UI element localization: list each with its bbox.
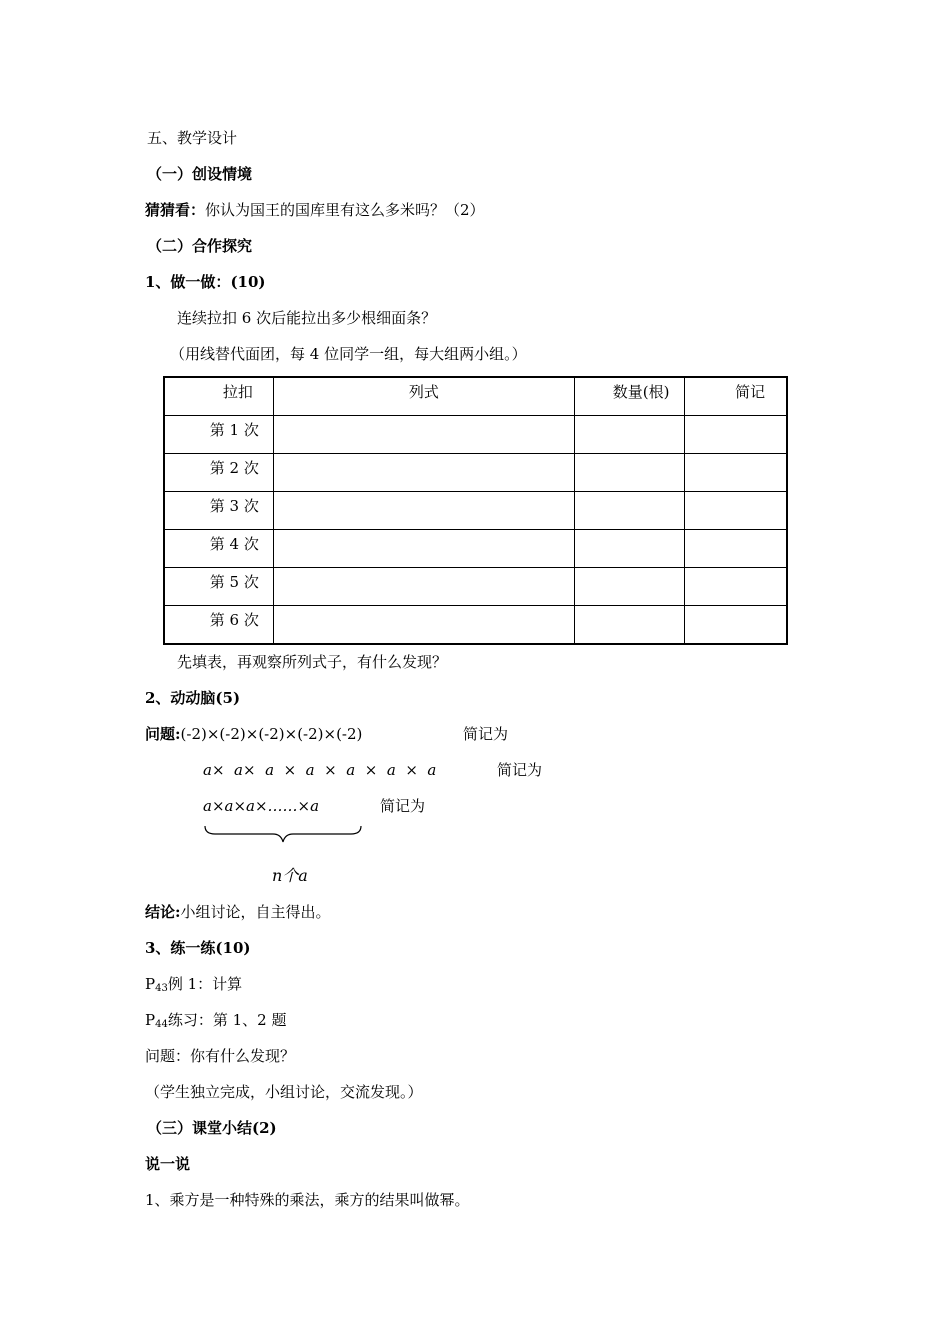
row-label: 第 6 次 bbox=[164, 606, 273, 645]
item3-note: （学生独立完成，小组讨论，交流发现。） bbox=[145, 1083, 423, 1101]
cell bbox=[685, 416, 787, 454]
cell bbox=[685, 454, 787, 492]
cell bbox=[574, 454, 684, 492]
cell bbox=[685, 492, 787, 530]
record-table bbox=[163, 376, 788, 645]
page-ref-p: P bbox=[145, 975, 156, 993]
row-label: 第 3 次 bbox=[164, 492, 273, 530]
page-ref-number: 43 bbox=[155, 983, 168, 994]
guess-text: 你认为国王的国库里有这么多米吗？（2） bbox=[205, 201, 485, 219]
question-label: 问题: bbox=[145, 725, 181, 743]
p43-line bbox=[145, 974, 242, 999]
cell bbox=[574, 416, 684, 454]
after-table-text: 先填表，再观察所列式子，有什么发现？ bbox=[177, 653, 448, 671]
table-row bbox=[164, 606, 787, 645]
page-ref-p: P bbox=[145, 1011, 156, 1029]
p43-text: 例 1：计算 bbox=[167, 975, 243, 993]
cell bbox=[273, 492, 574, 530]
cell bbox=[273, 606, 574, 645]
header-lieshi: 列式 bbox=[273, 377, 574, 416]
item2-title: 2、动动脑(5) bbox=[145, 689, 241, 707]
brace-label: n个a bbox=[272, 866, 308, 885]
summary-1: 1、乘方是一种特殊的乘法，乘方的结果叫做幂。 bbox=[145, 1191, 470, 1209]
expr3: a×a×a×……×a bbox=[203, 797, 320, 815]
section-title: 五、教学设计 bbox=[147, 129, 238, 147]
cell bbox=[574, 530, 684, 568]
table-row bbox=[164, 568, 787, 606]
header-jianji: 简记 bbox=[685, 377, 787, 416]
cell bbox=[685, 568, 787, 606]
underbrace-icon bbox=[203, 824, 363, 846]
table-header-row bbox=[164, 377, 787, 416]
cell bbox=[273, 454, 574, 492]
row-label: 第 4 次 bbox=[164, 530, 273, 568]
question-line bbox=[145, 724, 362, 744]
part2-title: （二）合作探究 bbox=[147, 237, 253, 255]
cell bbox=[574, 568, 684, 606]
conclusion-line bbox=[145, 902, 331, 922]
table-row bbox=[164, 492, 787, 530]
table-row bbox=[164, 530, 787, 568]
cell bbox=[273, 530, 574, 568]
header-lakou: 拉扣 bbox=[164, 377, 273, 416]
cell bbox=[685, 606, 787, 645]
cell bbox=[574, 492, 684, 530]
guess-label: 猜猜看： bbox=[145, 201, 206, 219]
part3-title: （三）课堂小结(2) bbox=[147, 1119, 277, 1137]
conclusion-label: 结论: bbox=[145, 903, 181, 921]
header-shuliang: 数量(根) bbox=[574, 377, 684, 416]
short-label-1: 简记为 bbox=[463, 725, 509, 743]
row-label: 第 1 次 bbox=[164, 416, 273, 454]
row-label: 第 5 次 bbox=[164, 568, 273, 606]
item3-title: 3、练一练(10) bbox=[145, 939, 251, 957]
page-ref-number: 44 bbox=[155, 1019, 168, 1030]
item3-question: 问题：你有什么发现？ bbox=[145, 1047, 296, 1065]
say-title: 说一说 bbox=[145, 1155, 191, 1173]
cell bbox=[574, 606, 684, 645]
item1-question: 连续拉扣 6 次后能拉出多少根细面条？ bbox=[177, 309, 437, 327]
table-row bbox=[164, 416, 787, 454]
expr2: a× a× a × a × a × a × a bbox=[203, 761, 437, 779]
short-label-2: 简记为 bbox=[497, 761, 543, 779]
p44-text: 练习：第 1、2 题 bbox=[167, 1011, 287, 1029]
table-row bbox=[164, 454, 787, 492]
cell bbox=[273, 416, 574, 454]
part1-title: （一）创设情境 bbox=[147, 165, 253, 183]
conclusion-text: 小组讨论，自主得出。 bbox=[180, 903, 331, 921]
guess-line bbox=[145, 200, 485, 220]
expr1: (-2)×(-2)×(-2)×(-2)×(-2) bbox=[180, 725, 363, 743]
item1-title: 1、做一做：(10) bbox=[145, 273, 266, 291]
short-label-3: 简记为 bbox=[380, 797, 426, 815]
p44-line bbox=[145, 1010, 286, 1035]
cell bbox=[273, 568, 574, 606]
item1-note: （用线替代面团，每 4 位同学一组，每大组两小组。） bbox=[170, 345, 527, 363]
row-label: 第 2 次 bbox=[164, 454, 273, 492]
cell bbox=[685, 530, 787, 568]
